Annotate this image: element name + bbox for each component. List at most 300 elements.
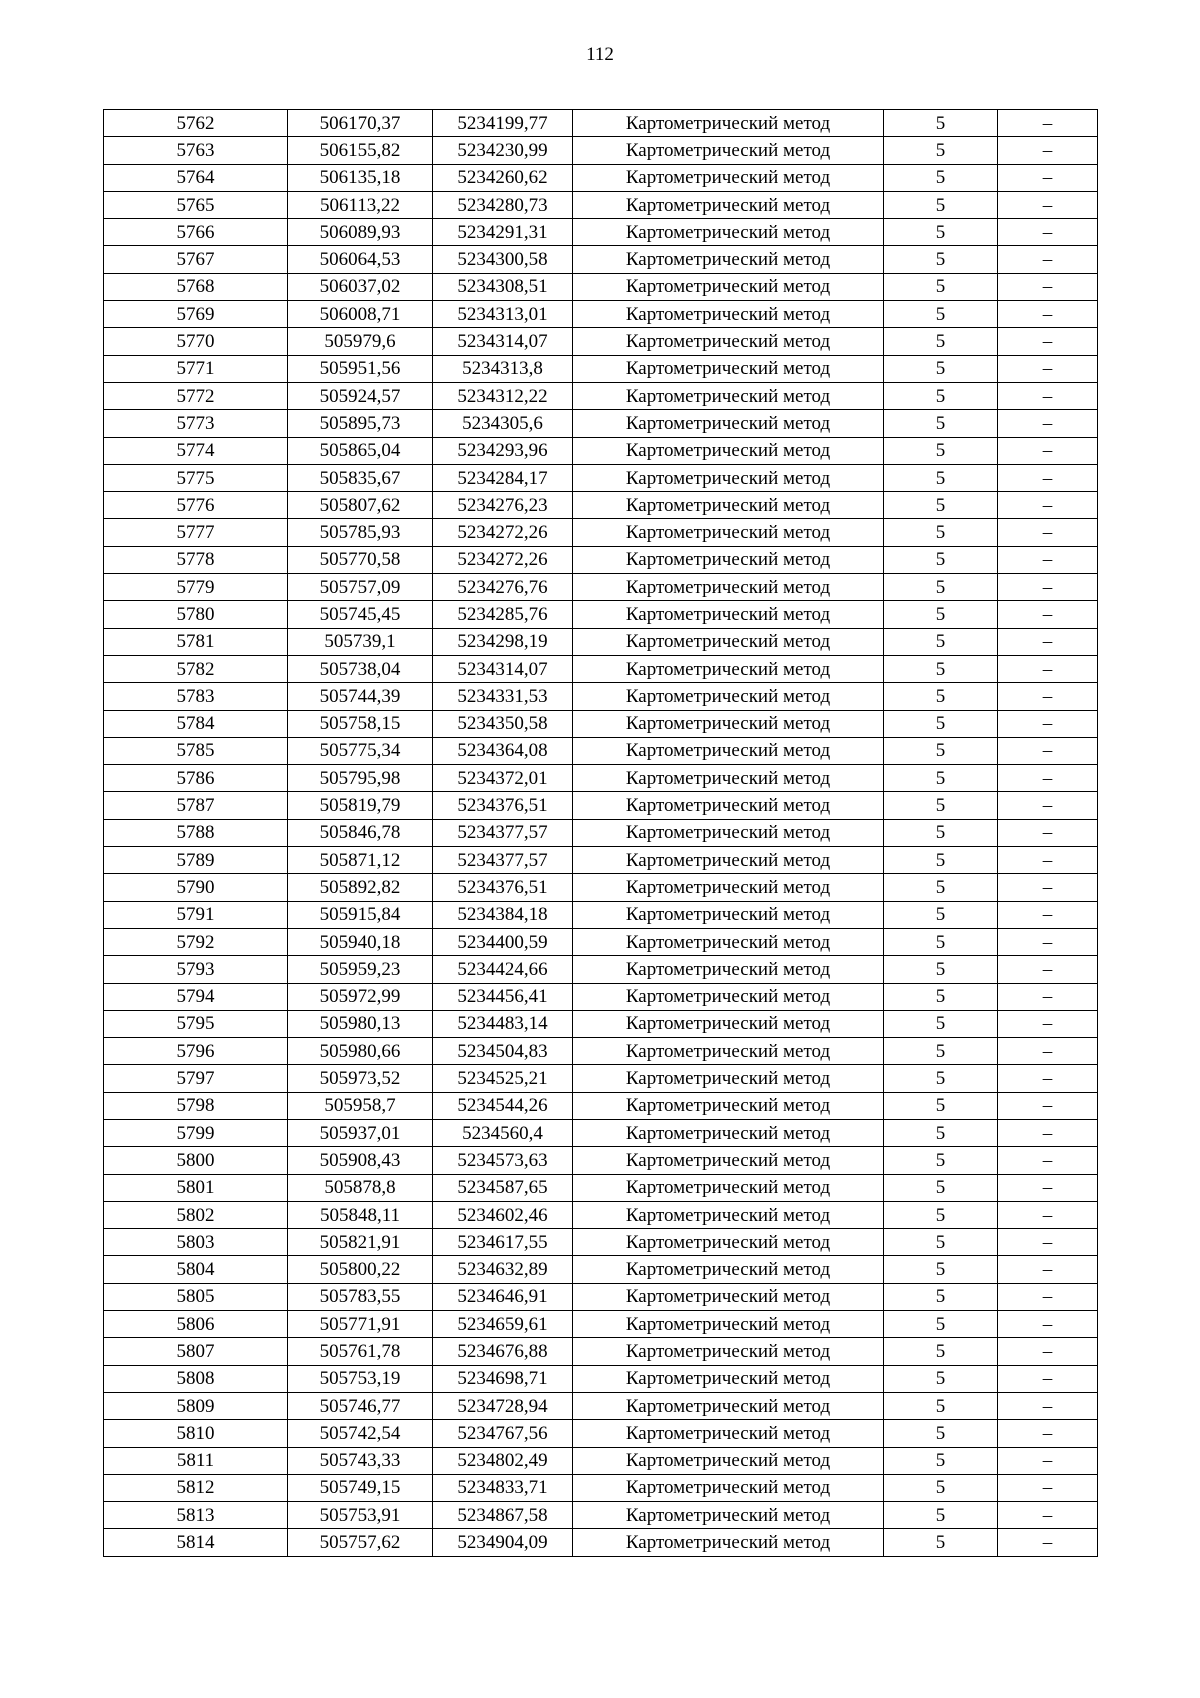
y-coordinate-cell: 5234314,07 bbox=[433, 328, 573, 355]
accuracy-cell: 5 bbox=[884, 1283, 998, 1310]
description-cell: – bbox=[998, 410, 1098, 437]
accuracy-cell: 5 bbox=[884, 1038, 998, 1065]
point-number-cell: 5771 bbox=[104, 355, 288, 382]
point-number-cell: 5780 bbox=[104, 601, 288, 628]
accuracy-cell: 5 bbox=[884, 1311, 998, 1338]
point-number-cell: 5812 bbox=[104, 1474, 288, 1501]
y-coordinate-cell: 5234199,77 bbox=[433, 110, 573, 137]
x-coordinate-cell: 505915,84 bbox=[288, 901, 433, 928]
description-cell: – bbox=[998, 191, 1098, 218]
table-row bbox=[104, 164, 1098, 191]
table-row bbox=[104, 1474, 1098, 1501]
point-number-cell: 5808 bbox=[104, 1365, 288, 1392]
accuracy-cell: 5 bbox=[884, 655, 998, 682]
method-cell: Картометрический метод bbox=[573, 655, 884, 682]
description-cell: – bbox=[998, 1229, 1098, 1256]
accuracy-cell: 5 bbox=[884, 819, 998, 846]
x-coordinate-cell: 505761,78 bbox=[288, 1338, 433, 1365]
description-cell: – bbox=[998, 710, 1098, 737]
y-coordinate-cell: 5234291,31 bbox=[433, 219, 573, 246]
point-number-cell: 5794 bbox=[104, 983, 288, 1010]
description-cell: – bbox=[998, 437, 1098, 464]
x-coordinate-cell: 505924,57 bbox=[288, 382, 433, 409]
y-coordinate-cell: 5234767,56 bbox=[433, 1420, 573, 1447]
description-cell: – bbox=[998, 901, 1098, 928]
description-cell: – bbox=[998, 301, 1098, 328]
point-number-cell: 5799 bbox=[104, 1119, 288, 1146]
table-row bbox=[104, 519, 1098, 546]
x-coordinate-cell: 505958,7 bbox=[288, 1092, 433, 1119]
point-number-cell: 5782 bbox=[104, 655, 288, 682]
x-coordinate-cell: 505835,67 bbox=[288, 464, 433, 491]
table-row bbox=[104, 301, 1098, 328]
point-number-cell: 5785 bbox=[104, 737, 288, 764]
accuracy-cell: 5 bbox=[884, 737, 998, 764]
point-number-cell: 5770 bbox=[104, 328, 288, 355]
method-cell: Картометрический метод bbox=[573, 1147, 884, 1174]
description-cell: – bbox=[998, 928, 1098, 955]
table-row bbox=[104, 1256, 1098, 1283]
point-number-cell: 5813 bbox=[104, 1502, 288, 1529]
y-coordinate-cell: 5234483,14 bbox=[433, 1010, 573, 1037]
y-coordinate-cell: 5234698,71 bbox=[433, 1365, 573, 1392]
y-coordinate-cell: 5234544,26 bbox=[433, 1092, 573, 1119]
point-number-cell: 5762 bbox=[104, 110, 288, 137]
y-coordinate-cell: 5234728,94 bbox=[433, 1392, 573, 1419]
y-coordinate-cell: 5234272,26 bbox=[433, 519, 573, 546]
method-cell: Картометрический метод bbox=[573, 519, 884, 546]
x-coordinate-cell: 505746,77 bbox=[288, 1392, 433, 1419]
table-row bbox=[104, 737, 1098, 764]
table-row bbox=[104, 819, 1098, 846]
method-cell: Картометрический метод bbox=[573, 355, 884, 382]
accuracy-cell: 5 bbox=[884, 601, 998, 628]
description-cell: – bbox=[998, 110, 1098, 137]
accuracy-cell: 5 bbox=[884, 273, 998, 300]
x-coordinate-cell: 505940,18 bbox=[288, 928, 433, 955]
description-cell: – bbox=[998, 1256, 1098, 1283]
x-coordinate-cell: 505739,1 bbox=[288, 628, 433, 655]
accuracy-cell: 5 bbox=[884, 137, 998, 164]
description-cell: – bbox=[998, 519, 1098, 546]
point-number-cell: 5798 bbox=[104, 1092, 288, 1119]
table-row bbox=[104, 628, 1098, 655]
accuracy-cell: 5 bbox=[884, 1447, 998, 1474]
accuracy-cell: 5 bbox=[884, 792, 998, 819]
method-cell: Картометрический метод bbox=[573, 1283, 884, 1310]
accuracy-cell: 5 bbox=[884, 847, 998, 874]
y-coordinate-cell: 5234377,57 bbox=[433, 847, 573, 874]
y-coordinate-cell: 5234560,4 bbox=[433, 1119, 573, 1146]
description-cell: – bbox=[998, 956, 1098, 983]
point-number-cell: 5807 bbox=[104, 1338, 288, 1365]
accuracy-cell: 5 bbox=[884, 246, 998, 273]
method-cell: Картометрический метод bbox=[573, 819, 884, 846]
method-cell: Картометрический метод bbox=[573, 683, 884, 710]
accuracy-cell: 5 bbox=[884, 219, 998, 246]
y-coordinate-cell: 5234313,8 bbox=[433, 355, 573, 382]
accuracy-cell: 5 bbox=[884, 1119, 998, 1146]
description-cell: – bbox=[998, 1311, 1098, 1338]
point-number-cell: 5804 bbox=[104, 1256, 288, 1283]
method-cell: Картометрический метод bbox=[573, 1010, 884, 1037]
point-number-cell: 5767 bbox=[104, 246, 288, 273]
method-cell: Картометрический метод bbox=[573, 601, 884, 628]
table-row bbox=[104, 546, 1098, 573]
y-coordinate-cell: 5234285,76 bbox=[433, 601, 573, 628]
method-cell: Картометрический метод bbox=[573, 928, 884, 955]
point-number-cell: 5781 bbox=[104, 628, 288, 655]
x-coordinate-cell: 505951,56 bbox=[288, 355, 433, 382]
y-coordinate-cell: 5234573,63 bbox=[433, 1147, 573, 1174]
table-row bbox=[104, 1174, 1098, 1201]
point-number-cell: 5805 bbox=[104, 1283, 288, 1310]
method-cell: Картометрический метод bbox=[573, 546, 884, 573]
description-cell: – bbox=[998, 1283, 1098, 1310]
table-row bbox=[104, 1147, 1098, 1174]
point-number-cell: 5809 bbox=[104, 1392, 288, 1419]
description-cell: – bbox=[998, 819, 1098, 846]
accuracy-cell: 5 bbox=[884, 1338, 998, 1365]
x-coordinate-cell: 505783,55 bbox=[288, 1283, 433, 1310]
y-coordinate-cell: 5234587,65 bbox=[433, 1174, 573, 1201]
accuracy-cell: 5 bbox=[884, 928, 998, 955]
method-cell: Картометрический метод bbox=[573, 765, 884, 792]
accuracy-cell: 5 bbox=[884, 1474, 998, 1501]
accuracy-cell: 5 bbox=[884, 1420, 998, 1447]
method-cell: Картометрический метод bbox=[573, 1474, 884, 1501]
description-cell: – bbox=[998, 792, 1098, 819]
y-coordinate-cell: 5234377,57 bbox=[433, 819, 573, 846]
y-coordinate-cell: 5234372,01 bbox=[433, 765, 573, 792]
table-row bbox=[104, 1283, 1098, 1310]
accuracy-cell: 5 bbox=[884, 901, 998, 928]
table-row bbox=[104, 847, 1098, 874]
x-coordinate-cell: 505959,23 bbox=[288, 956, 433, 983]
table-row bbox=[104, 1038, 1098, 1065]
method-cell: Картометрический метод bbox=[573, 1256, 884, 1283]
x-coordinate-cell: 505892,82 bbox=[288, 874, 433, 901]
accuracy-cell: 5 bbox=[884, 519, 998, 546]
point-number-cell: 5789 bbox=[104, 847, 288, 874]
method-cell: Картометрический метод bbox=[573, 1201, 884, 1228]
description-cell: – bbox=[998, 1529, 1098, 1556]
x-coordinate-cell: 506170,37 bbox=[288, 110, 433, 137]
method-cell: Картометрический метод bbox=[573, 874, 884, 901]
point-number-cell: 5763 bbox=[104, 137, 288, 164]
accuracy-cell: 5 bbox=[884, 574, 998, 601]
accuracy-cell: 5 bbox=[884, 983, 998, 1010]
table-body bbox=[104, 110, 1098, 1557]
method-cell: Картометрический метод bbox=[573, 1119, 884, 1146]
y-coordinate-cell: 5234314,07 bbox=[433, 655, 573, 682]
accuracy-cell: 5 bbox=[884, 410, 998, 437]
y-coordinate-cell: 5234632,89 bbox=[433, 1256, 573, 1283]
y-coordinate-cell: 5234331,53 bbox=[433, 683, 573, 710]
accuracy-cell: 5 bbox=[884, 1174, 998, 1201]
method-cell: Картометрический метод bbox=[573, 1174, 884, 1201]
table-row bbox=[104, 901, 1098, 928]
table-row bbox=[104, 683, 1098, 710]
x-coordinate-cell: 505785,93 bbox=[288, 519, 433, 546]
method-cell: Картометрический метод bbox=[573, 1092, 884, 1119]
point-number-cell: 5779 bbox=[104, 574, 288, 601]
point-number-cell: 5806 bbox=[104, 1311, 288, 1338]
description-cell: – bbox=[998, 1038, 1098, 1065]
method-cell: Картометрический метод bbox=[573, 137, 884, 164]
y-coordinate-cell: 5234376,51 bbox=[433, 874, 573, 901]
table-row bbox=[104, 191, 1098, 218]
description-cell: – bbox=[998, 246, 1098, 273]
description-cell: – bbox=[998, 574, 1098, 601]
x-coordinate-cell: 505742,54 bbox=[288, 1420, 433, 1447]
point-number-cell: 5783 bbox=[104, 683, 288, 710]
description-cell: – bbox=[998, 1174, 1098, 1201]
y-coordinate-cell: 5234276,76 bbox=[433, 574, 573, 601]
table-row bbox=[104, 574, 1098, 601]
accuracy-cell: 5 bbox=[884, 191, 998, 218]
description-cell: – bbox=[998, 765, 1098, 792]
accuracy-cell: 5 bbox=[884, 355, 998, 382]
point-number-cell: 5814 bbox=[104, 1529, 288, 1556]
accuracy-cell: 5 bbox=[884, 1092, 998, 1119]
table-row bbox=[104, 1229, 1098, 1256]
point-number-cell: 5801 bbox=[104, 1174, 288, 1201]
x-coordinate-cell: 506037,02 bbox=[288, 273, 433, 300]
point-number-cell: 5773 bbox=[104, 410, 288, 437]
description-cell: – bbox=[998, 655, 1098, 682]
point-number-cell: 5800 bbox=[104, 1147, 288, 1174]
table-row bbox=[104, 956, 1098, 983]
description-cell: – bbox=[998, 137, 1098, 164]
y-coordinate-cell: 5234272,26 bbox=[433, 546, 573, 573]
y-coordinate-cell: 5234293,96 bbox=[433, 437, 573, 464]
table-row bbox=[104, 1010, 1098, 1037]
point-number-cell: 5778 bbox=[104, 546, 288, 573]
description-cell: – bbox=[998, 219, 1098, 246]
method-cell: Картометрический метод bbox=[573, 847, 884, 874]
x-coordinate-cell: 505771,91 bbox=[288, 1311, 433, 1338]
description-cell: – bbox=[998, 1365, 1098, 1392]
x-coordinate-cell: 506008,71 bbox=[288, 301, 433, 328]
y-coordinate-cell: 5234659,61 bbox=[433, 1311, 573, 1338]
point-number-cell: 5784 bbox=[104, 710, 288, 737]
accuracy-cell: 5 bbox=[884, 164, 998, 191]
table-row bbox=[104, 1201, 1098, 1228]
point-number-cell: 5790 bbox=[104, 874, 288, 901]
table-row bbox=[104, 1065, 1098, 1092]
x-coordinate-cell: 505775,34 bbox=[288, 737, 433, 764]
point-number-cell: 5765 bbox=[104, 191, 288, 218]
x-coordinate-cell: 505846,78 bbox=[288, 819, 433, 846]
y-coordinate-cell: 5234260,62 bbox=[433, 164, 573, 191]
y-coordinate-cell: 5234230,99 bbox=[433, 137, 573, 164]
point-number-cell: 5797 bbox=[104, 1065, 288, 1092]
table-row bbox=[104, 1420, 1098, 1447]
accuracy-cell: 5 bbox=[884, 628, 998, 655]
table-row bbox=[104, 1092, 1098, 1119]
method-cell: Картометрический метод bbox=[573, 191, 884, 218]
method-cell: Картометрический метод bbox=[573, 328, 884, 355]
method-cell: Картометрический метод bbox=[573, 219, 884, 246]
table-row bbox=[104, 137, 1098, 164]
x-coordinate-cell: 505795,98 bbox=[288, 765, 433, 792]
method-cell: Картометрический метод bbox=[573, 382, 884, 409]
table-row bbox=[104, 464, 1098, 491]
accuracy-cell: 5 bbox=[884, 956, 998, 983]
description-cell: – bbox=[998, 1502, 1098, 1529]
y-coordinate-cell: 5234280,73 bbox=[433, 191, 573, 218]
x-coordinate-cell: 505973,52 bbox=[288, 1065, 433, 1092]
x-coordinate-cell: 505908,43 bbox=[288, 1147, 433, 1174]
table-row bbox=[104, 110, 1098, 137]
method-cell: Картометрический метод bbox=[573, 1311, 884, 1338]
accuracy-cell: 5 bbox=[884, 1065, 998, 1092]
table-row bbox=[104, 492, 1098, 519]
method-cell: Картометрический метод bbox=[573, 1338, 884, 1365]
method-cell: Картометрический метод bbox=[573, 710, 884, 737]
point-number-cell: 5777 bbox=[104, 519, 288, 546]
x-coordinate-cell: 505800,22 bbox=[288, 1256, 433, 1283]
x-coordinate-cell: 506113,22 bbox=[288, 191, 433, 218]
x-coordinate-cell: 505848,11 bbox=[288, 1201, 433, 1228]
table-row bbox=[104, 601, 1098, 628]
y-coordinate-cell: 5234284,17 bbox=[433, 464, 573, 491]
point-number-cell: 5772 bbox=[104, 382, 288, 409]
method-cell: Картометрический метод bbox=[573, 737, 884, 764]
method-cell: Картометрический метод bbox=[573, 628, 884, 655]
point-number-cell: 5811 bbox=[104, 1447, 288, 1474]
y-coordinate-cell: 5234308,51 bbox=[433, 273, 573, 300]
y-coordinate-cell: 5234904,09 bbox=[433, 1529, 573, 1556]
y-coordinate-cell: 5234298,19 bbox=[433, 628, 573, 655]
table-row bbox=[104, 1338, 1098, 1365]
method-cell: Картометрический метод bbox=[573, 492, 884, 519]
accuracy-cell: 5 bbox=[884, 110, 998, 137]
accuracy-cell: 5 bbox=[884, 437, 998, 464]
x-coordinate-cell: 505753,19 bbox=[288, 1365, 433, 1392]
table-row bbox=[104, 655, 1098, 682]
description-cell: – bbox=[998, 737, 1098, 764]
table-row bbox=[104, 1392, 1098, 1419]
table-row bbox=[104, 792, 1098, 819]
accuracy-cell: 5 bbox=[884, 382, 998, 409]
accuracy-cell: 5 bbox=[884, 874, 998, 901]
y-coordinate-cell: 5234312,22 bbox=[433, 382, 573, 409]
table-row bbox=[104, 1311, 1098, 1338]
x-coordinate-cell: 505871,12 bbox=[288, 847, 433, 874]
method-cell: Картометрический метод bbox=[573, 1447, 884, 1474]
accuracy-cell: 5 bbox=[884, 546, 998, 573]
accuracy-cell: 5 bbox=[884, 765, 998, 792]
accuracy-cell: 5 bbox=[884, 328, 998, 355]
description-cell: – bbox=[998, 847, 1098, 874]
method-cell: Картометрический метод bbox=[573, 1420, 884, 1447]
method-cell: Картометрический метод bbox=[573, 983, 884, 1010]
y-coordinate-cell: 5234676,88 bbox=[433, 1338, 573, 1365]
method-cell: Картометрический метод bbox=[573, 273, 884, 300]
accuracy-cell: 5 bbox=[884, 1256, 998, 1283]
y-coordinate-cell: 5234313,01 bbox=[433, 301, 573, 328]
description-cell: – bbox=[998, 1474, 1098, 1501]
accuracy-cell: 5 bbox=[884, 1529, 998, 1556]
accuracy-cell: 5 bbox=[884, 1229, 998, 1256]
method-cell: Картометрический метод bbox=[573, 110, 884, 137]
description-cell: – bbox=[998, 1147, 1098, 1174]
y-coordinate-cell: 5234833,71 bbox=[433, 1474, 573, 1501]
y-coordinate-cell: 5234305,6 bbox=[433, 410, 573, 437]
x-coordinate-cell: 505753,91 bbox=[288, 1502, 433, 1529]
y-coordinate-cell: 5234867,58 bbox=[433, 1502, 573, 1529]
y-coordinate-cell: 5234276,23 bbox=[433, 492, 573, 519]
y-coordinate-cell: 5234424,66 bbox=[433, 956, 573, 983]
point-number-cell: 5768 bbox=[104, 273, 288, 300]
description-cell: – bbox=[998, 601, 1098, 628]
accuracy-cell: 5 bbox=[884, 1365, 998, 1392]
y-coordinate-cell: 5234602,46 bbox=[433, 1201, 573, 1228]
method-cell: Картометрический метод bbox=[573, 410, 884, 437]
table-row bbox=[104, 928, 1098, 955]
y-coordinate-cell: 5234525,21 bbox=[433, 1065, 573, 1092]
table-row bbox=[104, 1447, 1098, 1474]
method-cell: Картометрический метод bbox=[573, 956, 884, 983]
y-coordinate-cell: 5234400,59 bbox=[433, 928, 573, 955]
description-cell: – bbox=[998, 1338, 1098, 1365]
method-cell: Картометрический метод bbox=[573, 1229, 884, 1256]
table-row bbox=[104, 273, 1098, 300]
point-number-cell: 5786 bbox=[104, 765, 288, 792]
description-cell: – bbox=[998, 273, 1098, 300]
table-row bbox=[104, 437, 1098, 464]
description-cell: – bbox=[998, 355, 1098, 382]
point-number-cell: 5788 bbox=[104, 819, 288, 846]
x-coordinate-cell: 506064,53 bbox=[288, 246, 433, 273]
y-coordinate-cell: 5234300,58 bbox=[433, 246, 573, 273]
point-number-cell: 5776 bbox=[104, 492, 288, 519]
point-number-cell: 5795 bbox=[104, 1010, 288, 1037]
point-number-cell: 5796 bbox=[104, 1038, 288, 1065]
x-coordinate-cell: 506155,82 bbox=[288, 137, 433, 164]
table-row bbox=[104, 410, 1098, 437]
x-coordinate-cell: 505770,58 bbox=[288, 546, 433, 573]
x-coordinate-cell: 505744,39 bbox=[288, 683, 433, 710]
description-cell: – bbox=[998, 1010, 1098, 1037]
y-coordinate-cell: 5234617,55 bbox=[433, 1229, 573, 1256]
x-coordinate-cell: 505758,15 bbox=[288, 710, 433, 737]
x-coordinate-cell: 505979,6 bbox=[288, 328, 433, 355]
method-cell: Картометрический метод bbox=[573, 246, 884, 273]
method-cell: Картометрический метод bbox=[573, 1529, 884, 1556]
method-cell: Картометрический метод bbox=[573, 1365, 884, 1392]
y-coordinate-cell: 5234456,41 bbox=[433, 983, 573, 1010]
x-coordinate-cell: 505745,45 bbox=[288, 601, 433, 628]
point-number-cell: 5802 bbox=[104, 1201, 288, 1228]
point-number-cell: 5791 bbox=[104, 901, 288, 928]
x-coordinate-cell: 505821,91 bbox=[288, 1229, 433, 1256]
table-row bbox=[104, 382, 1098, 409]
x-coordinate-cell: 505807,62 bbox=[288, 492, 433, 519]
accuracy-cell: 5 bbox=[884, 1502, 998, 1529]
description-cell: – bbox=[998, 1392, 1098, 1419]
y-coordinate-cell: 5234364,08 bbox=[433, 737, 573, 764]
point-number-cell: 5792 bbox=[104, 928, 288, 955]
table-row bbox=[104, 874, 1098, 901]
x-coordinate-cell: 505749,15 bbox=[288, 1474, 433, 1501]
point-number-cell: 5793 bbox=[104, 956, 288, 983]
description-cell: – bbox=[998, 683, 1098, 710]
x-coordinate-cell: 505757,09 bbox=[288, 574, 433, 601]
x-coordinate-cell: 505865,04 bbox=[288, 437, 433, 464]
